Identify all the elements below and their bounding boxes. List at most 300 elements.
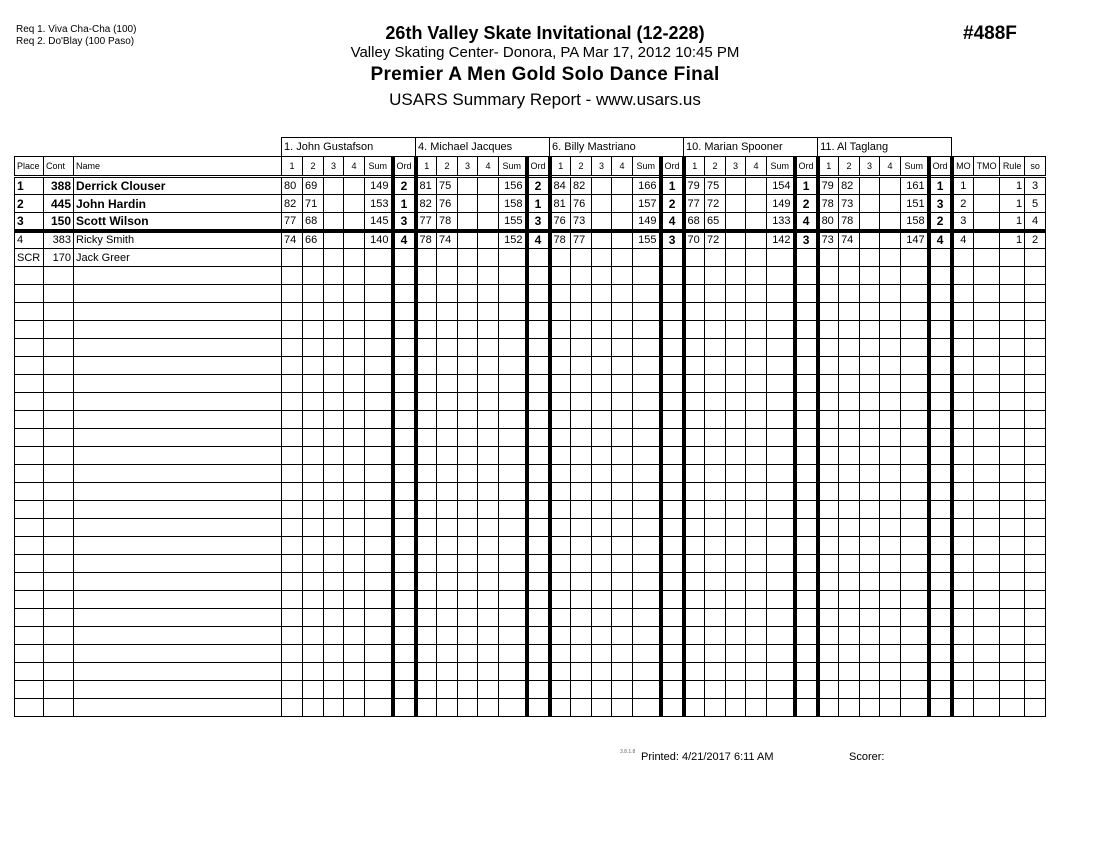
empty-cell xyxy=(44,663,74,681)
empty-cell xyxy=(818,429,839,447)
empty-row xyxy=(15,645,1046,663)
empty-cell xyxy=(818,627,839,645)
empty-cell xyxy=(661,339,684,357)
empty-cell xyxy=(860,267,880,285)
score-sum: 158 xyxy=(499,195,527,213)
score-2: 78 xyxy=(437,213,458,231)
empty-cell xyxy=(746,591,767,609)
empty-cell xyxy=(74,267,282,285)
score-4 xyxy=(612,249,633,267)
score-2 xyxy=(303,249,324,267)
empty-cell xyxy=(952,303,974,321)
empty-cell xyxy=(684,663,705,681)
empty-cell xyxy=(1000,267,1025,285)
empty-cell xyxy=(1025,447,1046,465)
empty-cell xyxy=(44,501,74,519)
empty-cell xyxy=(860,555,880,573)
empty-cell xyxy=(612,357,633,375)
empty-cell xyxy=(684,519,705,537)
table-row xyxy=(15,213,1046,231)
empty-cell xyxy=(74,501,282,519)
score-sum: 155 xyxy=(633,231,661,249)
empty-cell xyxy=(365,699,393,717)
score-3 xyxy=(324,195,344,213)
empty-cell xyxy=(795,357,818,375)
empty-cell xyxy=(746,663,767,681)
empty-cell xyxy=(15,357,44,375)
empty-cell xyxy=(592,321,612,339)
empty-cell xyxy=(705,681,726,699)
empty-cell xyxy=(74,285,282,303)
empty-cell xyxy=(478,609,499,627)
empty-cell xyxy=(684,465,705,483)
empty-cell xyxy=(746,393,767,411)
empty-cell xyxy=(550,465,571,483)
empty-cell xyxy=(839,411,860,429)
majority-ordinal: 3 xyxy=(952,213,974,231)
score-sum: 147 xyxy=(901,231,929,249)
empty-cell xyxy=(860,573,880,591)
empty-cell xyxy=(74,357,282,375)
empty-cell xyxy=(458,519,478,537)
empty-cell xyxy=(839,339,860,357)
empty-cell xyxy=(952,555,974,573)
empty-cell xyxy=(839,321,860,339)
empty-cell xyxy=(550,483,571,501)
empty-cell xyxy=(324,267,344,285)
empty-cell xyxy=(416,357,437,375)
empty-cell xyxy=(612,627,633,645)
empty-cell xyxy=(929,609,952,627)
empty-cell xyxy=(661,393,684,411)
ordinal xyxy=(795,249,818,267)
empty-cell xyxy=(860,375,880,393)
empty-cell xyxy=(478,411,499,429)
score-3 xyxy=(860,249,880,267)
empty-cell xyxy=(74,447,282,465)
empty-cell xyxy=(1000,375,1025,393)
empty-cell xyxy=(571,591,592,609)
empty-cell xyxy=(633,375,661,393)
empty-cell xyxy=(767,537,795,555)
empty-cell xyxy=(365,663,393,681)
header-judge-4: 4 xyxy=(612,157,633,177)
empty-cell xyxy=(746,429,767,447)
empty-cell xyxy=(1025,357,1046,375)
empty-cell xyxy=(684,573,705,591)
empty-cell xyxy=(499,573,527,591)
empty-cell xyxy=(839,609,860,627)
empty-cell xyxy=(44,429,74,447)
empty-cell xyxy=(571,393,592,411)
empty-cell xyxy=(437,267,458,285)
empty-cell xyxy=(952,645,974,663)
empty-cell xyxy=(705,339,726,357)
empty-cell xyxy=(880,573,901,591)
empty-cell xyxy=(416,447,437,465)
empty-cell xyxy=(952,609,974,627)
empty-cell xyxy=(15,339,44,357)
empty-cell xyxy=(1000,645,1025,663)
header-judge-3: 3 xyxy=(726,157,746,177)
empty-cell xyxy=(74,321,282,339)
empty-cell xyxy=(365,393,393,411)
empty-cell xyxy=(74,555,282,573)
empty-cell xyxy=(974,393,1000,411)
empty-cell xyxy=(303,483,324,501)
empty-cell xyxy=(282,555,303,573)
place-cell: 1 xyxy=(15,177,44,195)
empty-cell xyxy=(1025,465,1046,483)
empty-cell xyxy=(437,447,458,465)
score-4 xyxy=(478,213,499,231)
empty-cell xyxy=(499,627,527,645)
empty-cell xyxy=(437,375,458,393)
empty-cell xyxy=(633,699,661,717)
empty-cell xyxy=(74,483,282,501)
score-sum: 158 xyxy=(901,213,929,231)
empty-cell xyxy=(437,321,458,339)
empty-cell xyxy=(571,609,592,627)
ordinal xyxy=(661,249,684,267)
empty-cell xyxy=(705,483,726,501)
judge-name: 6. Billy Mastriano xyxy=(550,138,684,157)
header-judge-ord: Ord xyxy=(393,157,416,177)
empty-cell xyxy=(592,465,612,483)
empty-cell xyxy=(818,267,839,285)
empty-cell xyxy=(612,609,633,627)
empty-cell xyxy=(550,663,571,681)
empty-cell xyxy=(592,681,612,699)
empty-cell xyxy=(633,537,661,555)
empty-cell xyxy=(767,465,795,483)
header-judge-sum: Sum xyxy=(901,157,929,177)
empty-cell xyxy=(393,321,416,339)
empty-cell xyxy=(818,321,839,339)
empty-cell xyxy=(746,357,767,375)
empty-cell xyxy=(416,501,437,519)
empty-cell xyxy=(767,681,795,699)
score-4 xyxy=(478,177,499,195)
empty-cell xyxy=(393,285,416,303)
so-cell: 5 xyxy=(1025,195,1046,213)
empty-cell xyxy=(499,375,527,393)
score-sum: 140 xyxy=(365,231,393,249)
empty-cell xyxy=(726,411,746,429)
empty-cell xyxy=(880,681,901,699)
venue-date: Valley Skating Center- Donora, PA Mar 17, 2012 10:45 PM xyxy=(350,44,740,61)
place-cell: 2 xyxy=(15,195,44,213)
empty-cell xyxy=(15,609,44,627)
summary-table xyxy=(14,137,1046,717)
empty-cell xyxy=(684,429,705,447)
score-1: 81 xyxy=(550,195,571,213)
empty-cell xyxy=(767,519,795,537)
empty-cell xyxy=(499,645,527,663)
empty-cell xyxy=(952,537,974,555)
empty-cell xyxy=(550,555,571,573)
score-2: 74 xyxy=(839,231,860,249)
so-cell: 2 xyxy=(1025,231,1046,249)
empty-cell xyxy=(478,267,499,285)
score-1 xyxy=(550,249,571,267)
empty-cell xyxy=(795,573,818,591)
empty-cell xyxy=(303,681,324,699)
empty-cell xyxy=(324,411,344,429)
empty-cell xyxy=(633,339,661,357)
empty-cell xyxy=(437,681,458,699)
score-1 xyxy=(684,249,705,267)
empty-cell xyxy=(365,357,393,375)
empty-cell xyxy=(929,321,952,339)
empty-cell xyxy=(860,501,880,519)
score-3 xyxy=(324,249,344,267)
empty-cell xyxy=(684,393,705,411)
place-cell: 4 xyxy=(15,231,44,249)
score-sum: 142 xyxy=(767,231,795,249)
ordinal: 4 xyxy=(393,231,416,249)
empty-cell xyxy=(44,267,74,285)
empty-cell xyxy=(952,321,974,339)
empty-cell xyxy=(746,285,767,303)
ordinal: 1 xyxy=(393,195,416,213)
empty-cell xyxy=(282,483,303,501)
empty-cell xyxy=(393,465,416,483)
score-1: 78 xyxy=(550,231,571,249)
empty-cell xyxy=(550,501,571,519)
empty-cell xyxy=(416,609,437,627)
empty-cell xyxy=(1025,645,1046,663)
empty-cell xyxy=(478,645,499,663)
empty-cell xyxy=(684,699,705,717)
empty-cell xyxy=(550,699,571,717)
empty-cell xyxy=(746,609,767,627)
score-sum: 161 xyxy=(901,177,929,195)
empty-cell xyxy=(344,429,365,447)
empty-cell xyxy=(437,699,458,717)
empty-cell xyxy=(458,393,478,411)
empty-cell xyxy=(974,681,1000,699)
ordinal: 1 xyxy=(795,177,818,195)
empty-cell xyxy=(15,681,44,699)
empty-cell xyxy=(416,627,437,645)
empty-cell xyxy=(15,465,44,483)
empty-cell xyxy=(592,591,612,609)
empty-cell xyxy=(633,591,661,609)
empty-cell xyxy=(746,447,767,465)
empty-cell xyxy=(437,357,458,375)
empty-cell xyxy=(282,591,303,609)
empty-cell xyxy=(880,501,901,519)
empty-cell xyxy=(839,357,860,375)
empty-cell xyxy=(393,357,416,375)
empty-cell xyxy=(684,375,705,393)
empty-cell xyxy=(303,411,324,429)
empty-cell xyxy=(324,393,344,411)
skater-name: Scott Wilson xyxy=(74,213,282,231)
rule-cell: 1 xyxy=(1000,195,1025,213)
empty-cell xyxy=(974,465,1000,483)
empty-cell xyxy=(571,465,592,483)
empty-cell xyxy=(705,357,726,375)
empty-cell xyxy=(901,681,929,699)
empty-cell xyxy=(527,303,550,321)
empty-cell xyxy=(74,573,282,591)
total-majority-ordinal xyxy=(974,195,1000,213)
score-sum: 152 xyxy=(499,231,527,249)
empty-cell xyxy=(880,357,901,375)
score-3 xyxy=(458,249,478,267)
empty-cell xyxy=(478,393,499,411)
empty-cell xyxy=(633,429,661,447)
empty-cell xyxy=(767,411,795,429)
empty-cell xyxy=(839,375,860,393)
version-label: 3.8.1.8 xyxy=(620,749,636,755)
empty-cell xyxy=(393,267,416,285)
score-4 xyxy=(344,249,365,267)
empty-cell xyxy=(974,339,1000,357)
empty-row xyxy=(15,627,1046,645)
score-3 xyxy=(860,213,880,231)
empty-cell xyxy=(303,645,324,663)
empty-cell xyxy=(726,519,746,537)
score-4 xyxy=(880,213,901,231)
empty-cell xyxy=(929,339,952,357)
empty-cell xyxy=(393,555,416,573)
empty-cell xyxy=(74,429,282,447)
score-sum: 166 xyxy=(633,177,661,195)
empty-cell xyxy=(860,465,880,483)
empty-cell xyxy=(44,357,74,375)
empty-cell xyxy=(324,573,344,591)
ordinal: 3 xyxy=(393,213,416,231)
empty-cell xyxy=(929,537,952,555)
empty-cell xyxy=(684,501,705,519)
empty-cell xyxy=(746,501,767,519)
empty-cell xyxy=(458,483,478,501)
empty-cell xyxy=(952,699,974,717)
score-sum: 153 xyxy=(365,195,393,213)
empty-cell xyxy=(633,681,661,699)
empty-cell xyxy=(303,627,324,645)
empty-cell xyxy=(365,429,393,447)
empty-cell xyxy=(527,699,550,717)
empty-cell xyxy=(684,357,705,375)
empty-cell xyxy=(282,501,303,519)
empty-cell xyxy=(416,411,437,429)
ordinal: 2 xyxy=(527,177,550,195)
empty-cell xyxy=(1000,699,1025,717)
empty-cell xyxy=(527,681,550,699)
empty-cell xyxy=(705,645,726,663)
empty-cell xyxy=(527,573,550,591)
score-2: 75 xyxy=(705,177,726,195)
score-3 xyxy=(592,177,612,195)
empty-cell xyxy=(478,429,499,447)
empty-cell xyxy=(767,573,795,591)
empty-cell xyxy=(1000,681,1025,699)
empty-cell xyxy=(550,321,571,339)
empty-cell xyxy=(726,357,746,375)
empty-row xyxy=(15,681,1046,699)
empty-cell xyxy=(458,663,478,681)
printed-timestamp: Printed: 4/21/2017 6:11 AM xyxy=(641,751,774,763)
empty-cell xyxy=(592,267,612,285)
empty-cell xyxy=(527,483,550,501)
empty-cell xyxy=(365,591,393,609)
empty-cell xyxy=(880,285,901,303)
empty-cell xyxy=(818,375,839,393)
header-judge-3: 3 xyxy=(592,157,612,177)
empty-cell xyxy=(458,465,478,483)
empty-cell xyxy=(705,429,726,447)
empty-cell xyxy=(571,699,592,717)
empty-cell xyxy=(303,303,324,321)
empty-cell xyxy=(571,537,592,555)
empty-cell xyxy=(795,465,818,483)
empty-cell xyxy=(571,375,592,393)
header-judge-1: 1 xyxy=(684,157,705,177)
column-header-row xyxy=(15,157,1046,177)
empty-cell xyxy=(880,321,901,339)
score-2: 66 xyxy=(303,231,324,249)
score-sum: 151 xyxy=(901,195,929,213)
empty-cell xyxy=(705,393,726,411)
ordinal xyxy=(929,249,952,267)
ordinal: 1 xyxy=(929,177,952,195)
empty-cell xyxy=(818,393,839,411)
empty-cell xyxy=(795,285,818,303)
empty-cell xyxy=(393,429,416,447)
empty-cell xyxy=(282,393,303,411)
empty-cell xyxy=(974,285,1000,303)
skater-name: Ricky Smith xyxy=(74,231,282,249)
empty-cell xyxy=(74,645,282,663)
empty-cell xyxy=(365,321,393,339)
empty-cell xyxy=(661,573,684,591)
score-1: 78 xyxy=(818,195,839,213)
empty-cell xyxy=(571,663,592,681)
empty-cell xyxy=(74,393,282,411)
empty-cell xyxy=(303,519,324,537)
empty-cell xyxy=(437,645,458,663)
empty-cell xyxy=(74,465,282,483)
empty-cell xyxy=(550,411,571,429)
empty-cell xyxy=(282,627,303,645)
header-judge-1: 1 xyxy=(550,157,571,177)
empty-cell xyxy=(416,699,437,717)
empty-cell xyxy=(684,483,705,501)
empty-cell xyxy=(726,447,746,465)
header-tmo: TMO xyxy=(974,157,1000,177)
empty-cell xyxy=(705,285,726,303)
total-majority-ordinal xyxy=(974,249,1000,267)
empty-cell xyxy=(633,483,661,501)
header-judge-ord: Ord xyxy=(527,157,550,177)
empty-cell xyxy=(880,465,901,483)
header-place: Place xyxy=(15,157,44,177)
empty-cell xyxy=(458,591,478,609)
empty-cell xyxy=(880,627,901,645)
empty-cell xyxy=(365,555,393,573)
empty-cell xyxy=(282,609,303,627)
empty-cell xyxy=(901,591,929,609)
empty-row xyxy=(15,429,1046,447)
empty-cell xyxy=(684,591,705,609)
empty-cell xyxy=(324,447,344,465)
event-number: #488F xyxy=(963,23,1017,44)
empty-cell xyxy=(726,303,746,321)
